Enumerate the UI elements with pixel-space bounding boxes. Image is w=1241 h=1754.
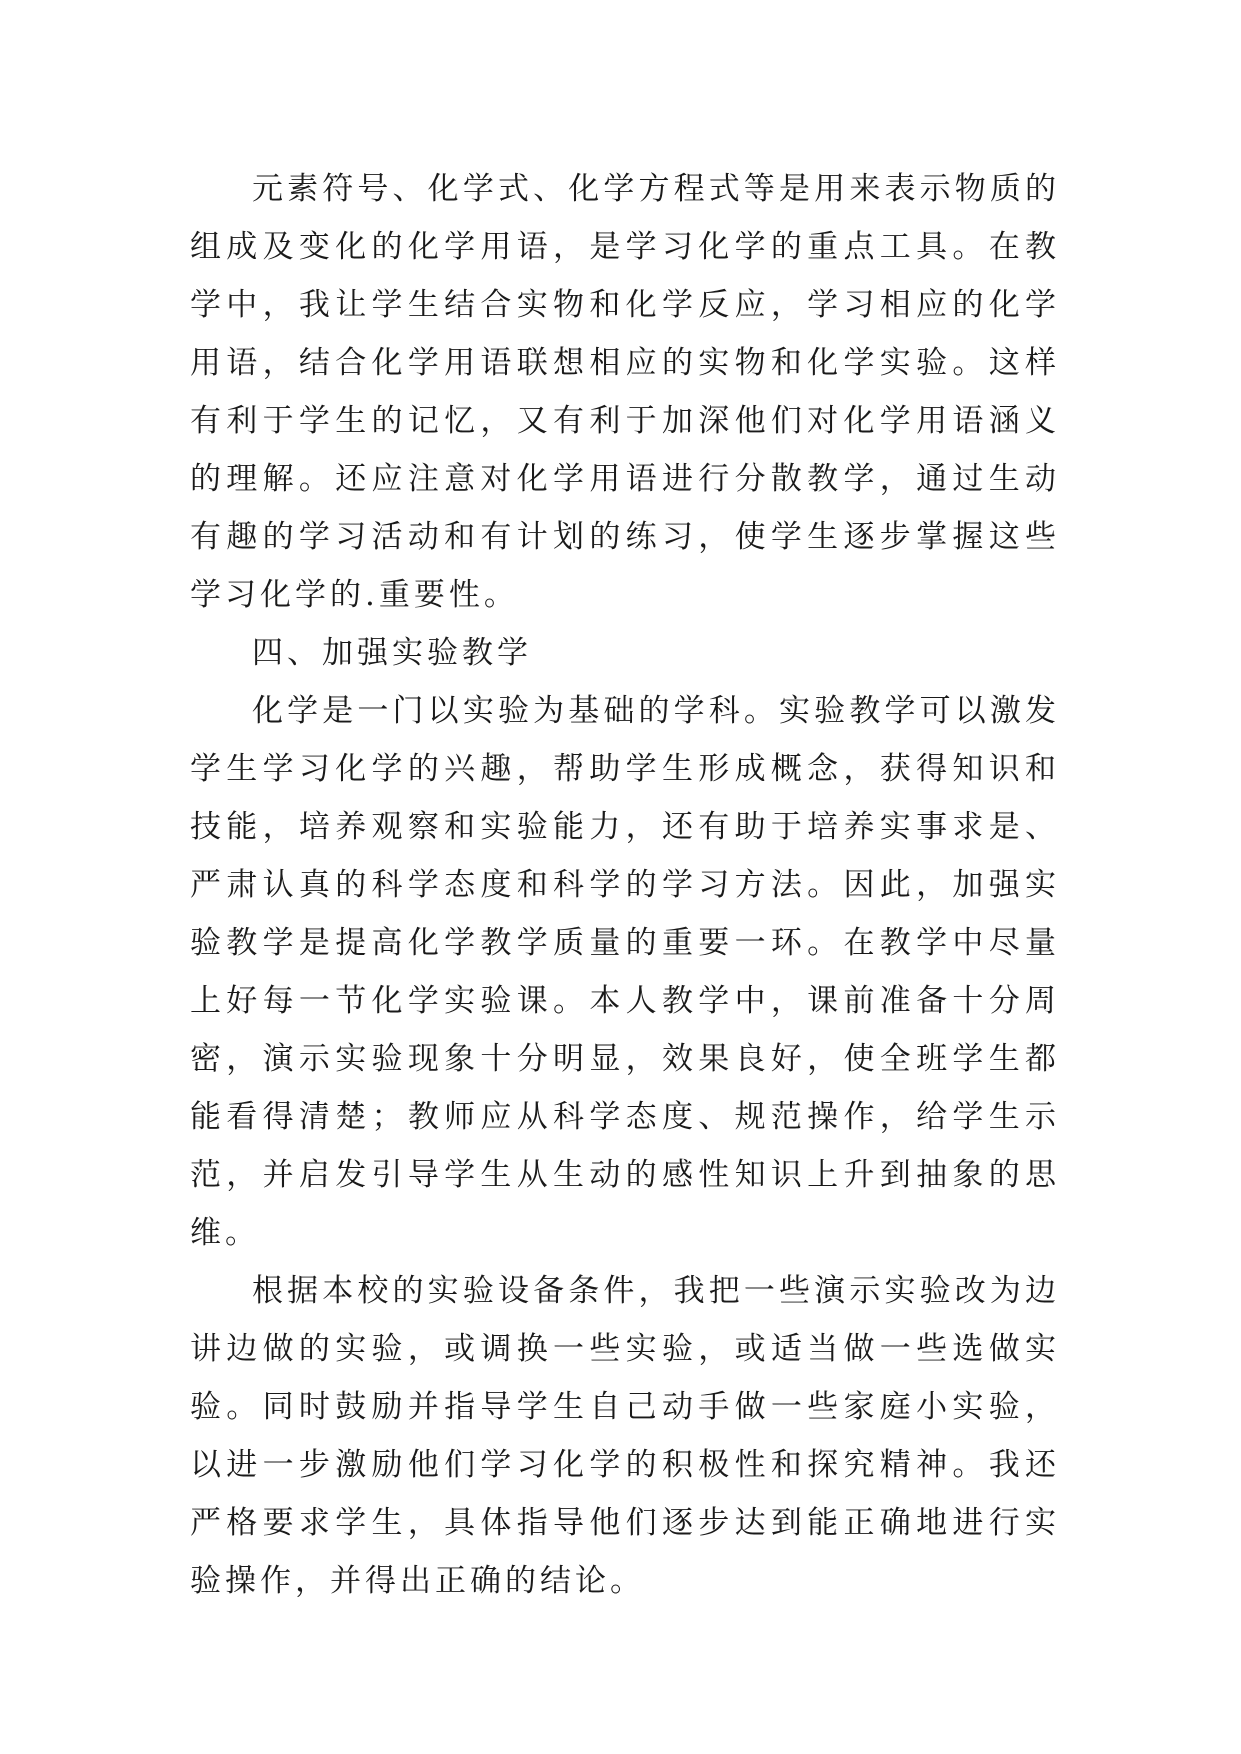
document-body <box>190 160 1060 1610</box>
paragraph-experiment-importance: 化学是一门以实验为基础的学科。实验教学可以激发学生学习化学的兴趣，帮助学生形成概念，获得知识和技能，培养观察和实验能力，还有助于培养实事求是、严肃认真的科学态度和科学的学习方法。因此，加强实验教学是提高化学教学质量的重要一环。在教学中尽量上好每一节化学实验课。本人教学中，课前准备十分周密，演示实验现象十分明显，效果良好，使全班学生都能看得清楚；教师应从科学态度、规范操作，给学生示范，并启发引导学生从生动的感性知识上升到抽象的思维。 <box>190 693 1060 1251</box>
section-heading-experiment-teaching: 四、加强实验教学 <box>252 635 532 671</box>
paragraph-school-conditions: 根据本校的实验设备条件，我把一些演示实验改为边讲边做的实验，或调换一些实验，或适当做一些选做实验。同时鼓励并指导学生自己动手做一些家庭小实验，以进一步激励他们学习化学的积极性和探究精神。我还严格要求学生，具体指导他们逐步达到能正确地进行实验操作，并得出正确的结论。 <box>190 1273 1060 1599</box>
paragraph-chemical-terminology: 元素符号、化学式、化学方程式等是用来表示物质的组成及变化的化学用语，是学习化学的重点工具。在教学中，我让学生结合实物和化学反应，学习相应的化学用语，结合化学用语联想相应的实物和化学实验。这样有利于学生的记忆，又有利于加深他们对化学用语涵义的理解。还应注意对化学用语进行分散教学，通过生动有趣的学习活动和有计划的练习，使学生逐步掌握这些学习化学的.重要性。 <box>190 171 1060 613</box>
